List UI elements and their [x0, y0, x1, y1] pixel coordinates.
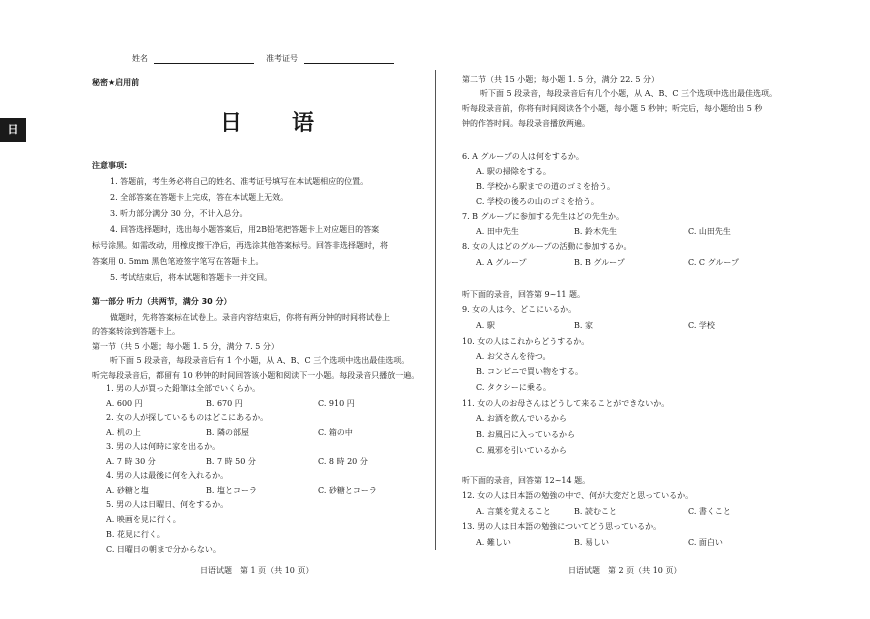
option-9c: C. 学校 — [688, 321, 715, 330]
option-4b: B. 塩とコーラ — [206, 486, 257, 495]
secret-label: 秘密★启用前 — [92, 78, 140, 87]
section2-desc: 钟的作答时间。每段录音播放两遍。 — [462, 119, 590, 128]
option-7b: B. 鈴木先生 — [574, 227, 617, 236]
question-6: 6. A グループの人は何をするか。 — [462, 152, 584, 161]
section1-title: 第一节（共 5 小题；每小题 1. 5 分，满分 7. 5 分） — [92, 342, 279, 351]
option-9b: B. 家 — [574, 321, 593, 330]
question-10: 10. 女の人はこれからどうするか。 — [462, 337, 590, 346]
option-12a: A. 言葉を覚えること — [476, 507, 551, 516]
option-11b: B. お風呂に入っているから — [476, 430, 575, 439]
option-12b: B. 読むこと — [574, 507, 617, 516]
option-4a: A. 砂糖と塩 — [106, 486, 149, 495]
option-9a: A. 駅 — [476, 321, 495, 330]
option-2b: B. 隣の部屋 — [206, 428, 249, 437]
section2-title: 第二节（共 15 小题；每小题 1. 5 分，满分 22. 5 分） — [462, 75, 660, 84]
option-10a: A. お父さんを待つ。 — [476, 352, 551, 361]
option-10b: B. コンビニで買い物をする。 — [476, 367, 583, 376]
option-11a: A. お酒を飲んでいるから — [476, 414, 567, 423]
option-5b: B. 花見に行く。 — [106, 530, 165, 539]
question-3: 3. 男の人は何時に家を出るか。 — [106, 442, 221, 451]
name-label: 姓名 — [132, 54, 148, 63]
question-7: 7. B グループに参加する先生はどの先生か。 — [462, 212, 624, 221]
option-2a: A. 机の上 — [106, 428, 141, 437]
option-4c: C. 砂糖とコーラ — [318, 486, 377, 495]
question-8: 8. 女の人はどのグループの活動に参加するか。 — [462, 242, 632, 251]
option-6a: A. 駅の掃除をする。 — [476, 167, 551, 176]
notes-title: 注意事项: — [92, 161, 128, 170]
option-7c: C. 山田先生 — [688, 227, 731, 236]
question-1: 1. 男の人が買った鉛筆は全部でいくらか。 — [106, 384, 261, 393]
subject-tab — [0, 118, 26, 142]
section1-desc: 听下面 5 段录音，每段录音后有 1 个小题，从 A、B、C 三个选项中选出最佳选项。 — [110, 356, 410, 365]
footer-page-1: 日语试题 第 1 页（共 10 页） — [200, 566, 314, 575]
question-11: 11. 女の人のお母さんはどうして来ることができないか。 — [462, 399, 670, 408]
note-item: 2. 全部答案在答题卡上完成，答在本试题上无效。 — [110, 193, 289, 202]
option-13c: C. 面白い — [688, 538, 723, 547]
option-10c: C. タクシーに乗る。 — [476, 383, 551, 392]
note-item: 5. 考试结束后，将本试题和答题卡一并交回。 — [110, 273, 273, 282]
note-item: 3. 听力部分满分 30 分，不计入总分。 — [110, 209, 248, 218]
option-13a: A. 難しい — [476, 538, 511, 547]
option-5c: C. 日曜日の朝まで分からない。 — [106, 545, 221, 554]
question-9: 9. 女の人は今、どこにいるか。 — [462, 305, 577, 314]
note-item: 标号涂黑。如需改动，用橡皮擦干净后，再选涂其他答案标号。回答非选择题时，将 — [92, 241, 388, 250]
option-8b: B. B グループ — [574, 258, 625, 267]
part1-intro: 做题时，先将答案标在试卷上。录音内容结束后，你将有两分钟的时间将试卷上 — [110, 313, 390, 322]
option-7a: A. 田中先生 — [476, 227, 519, 236]
section2-desc: 听每段录音前，你将有时间阅读各个小题，每小题 5 秒钟；听完后，每小题给出 5 秒 — [462, 104, 763, 113]
listen-9-11: 听下面的录音，回答第 9~11 题。 — [462, 290, 586, 299]
section1-desc: 听完每段录音后，都留有 10 秒钟的时间回答该小题和阅读下一小题。每段录音只播放一遍。 — [92, 371, 420, 380]
exam-no-label: 准考证号 — [266, 54, 298, 63]
option-2c: C. 箱の中 — [318, 428, 353, 437]
note-item: 1. 答题前，考生务必将自己的姓名、准考证号填写在本试题相应的位置。 — [110, 177, 369, 186]
question-12: 12. 女の人は日本語の勉強の中で、何が大変だと思っているか。 — [462, 491, 694, 500]
option-6b: B. 学校から駅までの道のゴミを拾う。 — [476, 182, 615, 191]
option-8a: A. A グループ — [476, 258, 527, 267]
subject-title: 日 语 — [220, 110, 329, 136]
option-3b: B. 7 時 50 分 — [206, 457, 256, 466]
note-item: 答案用 0. 5mm 黑色笔迹签字笔写在答题卡上。 — [92, 257, 264, 266]
section2-desc: 听下面 5 段录音，每段录音后有几个小题，从 A、B、C 三个选项中选出最佳选项。 — [480, 89, 778, 98]
option-1b: B. 670 円 — [206, 399, 243, 408]
subject-tab-label: 日 — [7, 123, 19, 137]
option-11c: C. 風邪を引いているから — [476, 446, 567, 455]
option-3a: A. 7 時 30 分 — [106, 457, 156, 466]
option-1c: C. 910 円 — [318, 399, 355, 408]
page-divider — [435, 70, 436, 550]
part1-title: 第一部分 听力（共两节，满分 30 分） — [92, 297, 232, 306]
question-13: 13. 男の人は日本語の勉強についてどう思っているか。 — [462, 522, 662, 531]
listen-12-14: 听下面的录音，回答第 12~14 题。 — [462, 476, 591, 485]
option-6c: C. 学校の後ろの山のゴミを拾う。 — [476, 197, 599, 206]
part1-intro: 的答案转涂到答题卡上。 — [92, 327, 180, 336]
name-blank — [154, 55, 254, 64]
option-8c: C. C グループ — [688, 258, 739, 267]
option-12c: C. 書くこと — [688, 507, 731, 516]
exam-no-blank — [304, 55, 394, 64]
option-1a: A. 600 円 — [106, 399, 143, 408]
question-4: 4. 男の人は最後に何を入れるか。 — [106, 471, 229, 480]
note-item: 4. 回答选择题时，选出每小题答案后，用2B铅笔把答题卡上对应题目的答案 — [110, 225, 380, 234]
option-13b: B. 易しい — [574, 538, 609, 547]
footer-page-2: 日语试题 第 2 页（共 10 页） — [568, 566, 682, 575]
option-3c: C. 8 時 20 分 — [318, 457, 368, 466]
candidate-info — [132, 54, 394, 64]
question-5: 5. 男の人は日曜日、何をするか。 — [106, 500, 229, 509]
question-2: 2. 女の人が探しているものはどこにあるか。 — [106, 413, 269, 422]
option-5a: A. 映画を見に行く。 — [106, 515, 181, 524]
